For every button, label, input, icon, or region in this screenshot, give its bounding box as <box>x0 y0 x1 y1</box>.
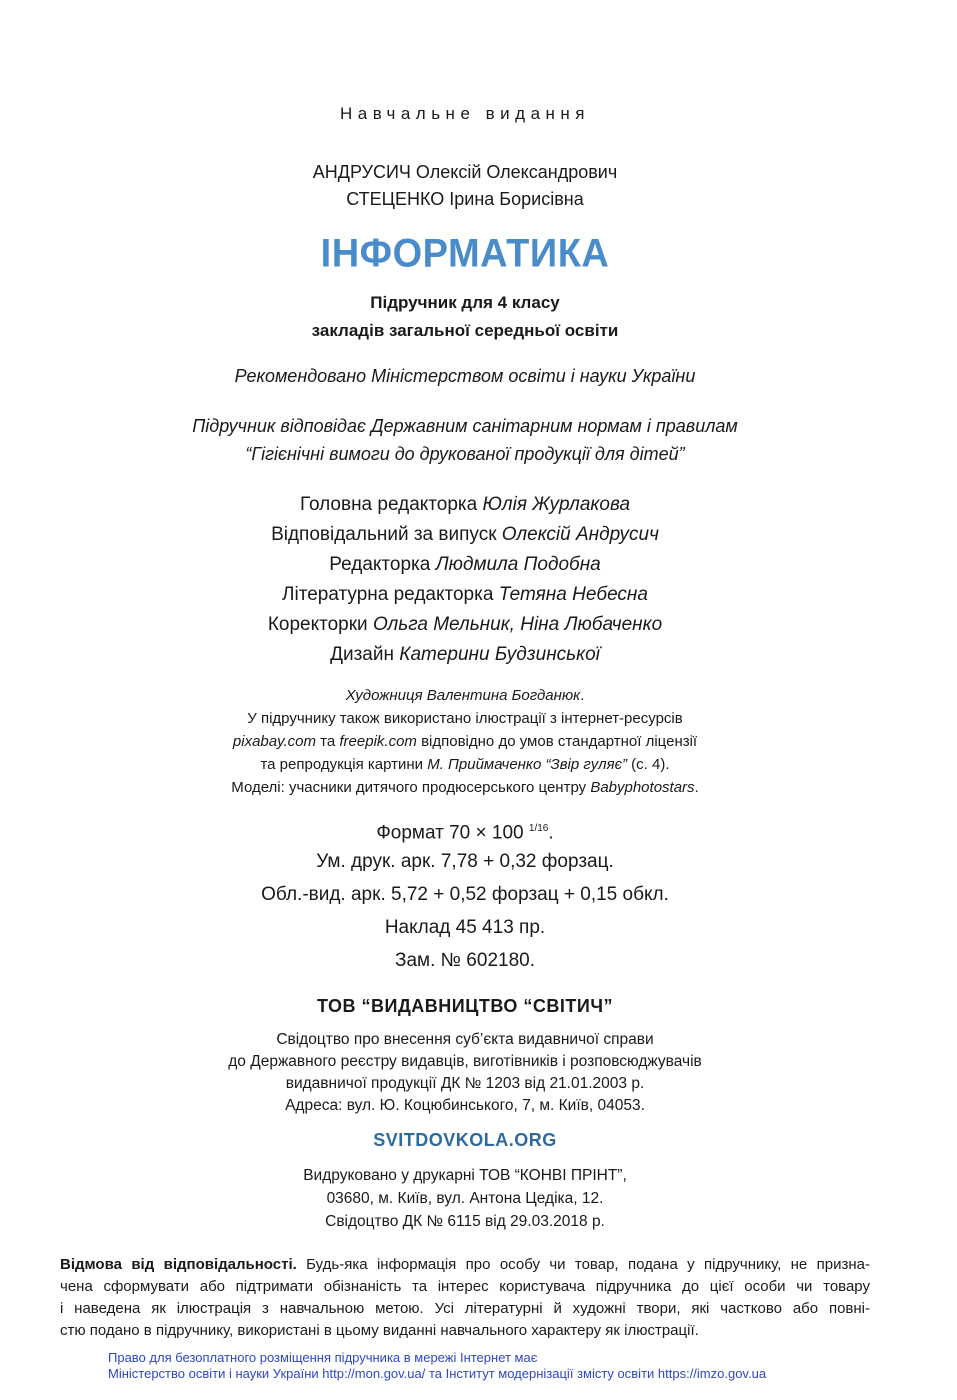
staff-role: Дизайн <box>330 644 394 665</box>
credits-line-3 <box>0 730 930 753</box>
printer-line: Видруковано у друкарні ТОВ “КОНВІ ПРІНТ”, <box>303 1167 627 1184</box>
author-1: АНДРУСИЧ Олексій Олександрович <box>312 162 618 182</box>
staff-name: Людмила Подобна <box>435 554 601 575</box>
publisher-name: ТОВ “ВИДАВНИЦТВО “СВІТИЧ” <box>316 996 614 1016</box>
credits-text: та репродукція картини <box>260 756 428 773</box>
staff-name: Катерини Будзинської <box>399 644 600 665</box>
credits-artist: Художниця Валентина Богданюк. <box>345 687 585 704</box>
staff-name: Тетяна Небесна <box>498 584 648 605</box>
staff-line <box>0 580 930 610</box>
sanitary-line-1: Підручник відповідає Державним санітарним нормам і правилам <box>192 416 738 436</box>
publisher-line: до Державного реєстру видавців, виготівників і розповсюджувачів <box>228 1053 702 1070</box>
artist-name: Валентина Богданюк <box>426 687 581 704</box>
credits-line-5: Моделі: учасники дитячого продюсерського центру Babyphotostars. <box>231 779 699 796</box>
credits-text: (с. 4). <box>627 756 670 773</box>
staff-role: Головна редакторка <box>299 494 478 515</box>
format-text: Формат 70 × 100 <box>376 822 524 844</box>
disclaimer-title: Відмова від відповідальності. <box>60 1256 297 1273</box>
artist-role: Художниця <box>345 687 423 704</box>
format-fraction: 1/16 <box>528 823 549 834</box>
disclaimer <box>60 1254 870 1342</box>
print-sheets: Ум. друк. арк. 7,78 + 0,32 форзац. <box>316 851 614 872</box>
credits-text: Моделі: учасники дитячого продюсерського центру <box>231 779 591 796</box>
staff-line <box>0 550 930 580</box>
source-freepik: freepik.com <box>339 733 417 750</box>
publisher-website-link[interactable]: SVITDOVKOLA.ORG <box>373 1130 557 1150</box>
order-number: Зам. № 602180. <box>394 950 535 971</box>
printer-line: 03680, м. Київ, вул. Антона Цедіка, 12. <box>326 1190 604 1207</box>
painting-title: М. Приймаченко “Звір гуляє” <box>427 756 628 773</box>
disclaimer-text: Будь-яка інформація про особу чи товар, подана у підручнику, не призна- <box>296 1256 870 1273</box>
staff-line <box>0 640 930 670</box>
edition-label: Навчальне видання <box>339 104 591 123</box>
staff-role: Відповідальний за випуск <box>271 524 497 545</box>
staff-name: Юлія Журлакова <box>482 494 631 515</box>
staff-name: Ольга Мельник, Ніна Любаченко <box>372 614 663 635</box>
printer-certificate: Свідоцтво ДК № 6115 від 29.03.2018 р. <box>325 1213 605 1230</box>
publisher-line: Свідоцтво про внесення суб’єкта видавничої справи <box>276 1031 654 1048</box>
publisher-sheets: Обл.-вид. арк. 5,72 + 0,52 форзац + 0,15 обкл. <box>261 884 669 905</box>
print-run: Наклад 45 413 пр. <box>384 917 546 938</box>
credits-text: та <box>315 733 340 750</box>
publisher-line: видавничої продукції ДК № 1203 від 21.01.2003 р. <box>285 1075 645 1092</box>
publisher-address: Адреса: вул. Ю. Коцюбинського, 7, м. Київ, 04053. <box>285 1097 645 1114</box>
models-source: Babyphotostars <box>590 779 695 796</box>
staff-role: Коректорки <box>267 614 368 635</box>
format-line: Формат 70 × 100 $^{1/16}$. <box>376 822 554 844</box>
sanitary-line-2: “Гігієнічні вимоги до друкованої продукції для дітей” <box>245 444 685 464</box>
staff-line <box>0 610 930 640</box>
footer-ministry-links[interactable]: Міністерство освіти і науки України http://mon.gov.ua/ та Інститут модернізації змісту освіти https://imzo.gov.ua <box>108 1366 767 1381</box>
disclaimer-line: стю подано в підручнику, використані в цьому виданні навчального характеру як ілюстрації. <box>60 1322 699 1339</box>
disclaimer-line: і наведена як ілюстрація з навчальною метою. Усі літературні й художні твори, які частково або повні- <box>60 1300 870 1317</box>
disclaimer-line: чена сформувати або підтримати обізнаність та інтерес користувача підручника до цієї особи чи товару <box>60 1278 870 1295</box>
author-2: СТЕЦЕНКО Ірина Борисівна <box>346 189 584 209</box>
staff-role: Редакторка <box>329 554 431 575</box>
staff-line <box>0 490 930 520</box>
subtitle-line-2: закладів загальної середньої освіти <box>311 321 619 340</box>
credits-line-4 <box>0 753 930 776</box>
staff-name: Олексій Андрусич <box>501 524 659 545</box>
recommendation: Рекомендовано Міністерством освіти і науки України <box>234 366 696 386</box>
book-title: ІНФОРМАТИКА <box>320 231 610 277</box>
credits-text: відповідно до умов стандартної ліцензії <box>416 733 698 750</box>
disclaimer-line <box>60 1254 870 1276</box>
footer-rights-line: Право для безоплатного розміщення підручника в мережі Інтернет має <box>108 1350 538 1365</box>
credits-line-2: У підручнику також використано ілюстрації з інтернет-ресурсів <box>247 710 683 727</box>
staff-line <box>0 520 930 550</box>
source-pixabay: pixabay.com <box>232 733 316 750</box>
subtitle-line-1: Підручник для 4 класу <box>370 293 560 312</box>
staff-role: Літературна редакторка <box>282 584 494 605</box>
